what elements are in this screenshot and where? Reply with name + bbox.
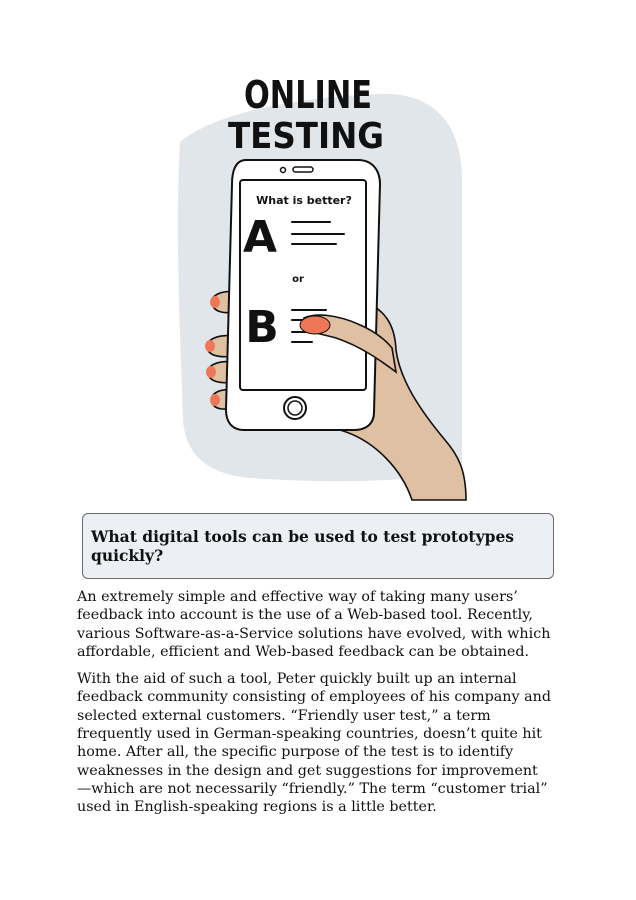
callout-box bbox=[82, 513, 554, 579]
phone-question: What is better? bbox=[256, 194, 352, 207]
option-a-letter: A bbox=[242, 212, 278, 263]
paragraph-1: An extremely simple and effective way of taking many users’ feedback into account is the use of a Web-based tool. Recently, various Software-as-a-Service solutions have evolved, with which affordable, efficient and Web-based feedback can be obtained. bbox=[77, 589, 551, 660]
callout-heading: What digital tools can be used to test prototypes quickly? bbox=[91, 527, 515, 565]
paragraph-2: With the aid of such a tool, Peter quickly built up an internal feedback community consisting of employees of his company and selected external customers. “Friendly user test,” a term frequently used in German-speaking countries, doesn’t quite hit home. After all, the specific purpose of the test is to identify weaknesses in the design and get suggestions for improvement—which are not necessarily “friendly.” The term “customer trial” used in English-speaking regions is a little better. bbox=[77, 671, 551, 816]
body-text bbox=[77, 588, 551, 826]
illustration-title-line1: ONLINE bbox=[244, 73, 372, 117]
option-b-letter: B bbox=[245, 302, 279, 353]
illustration-title-line2: TESTING bbox=[228, 116, 384, 157]
thumb-nail bbox=[300, 316, 330, 334]
option-or-label: or bbox=[292, 274, 304, 285]
